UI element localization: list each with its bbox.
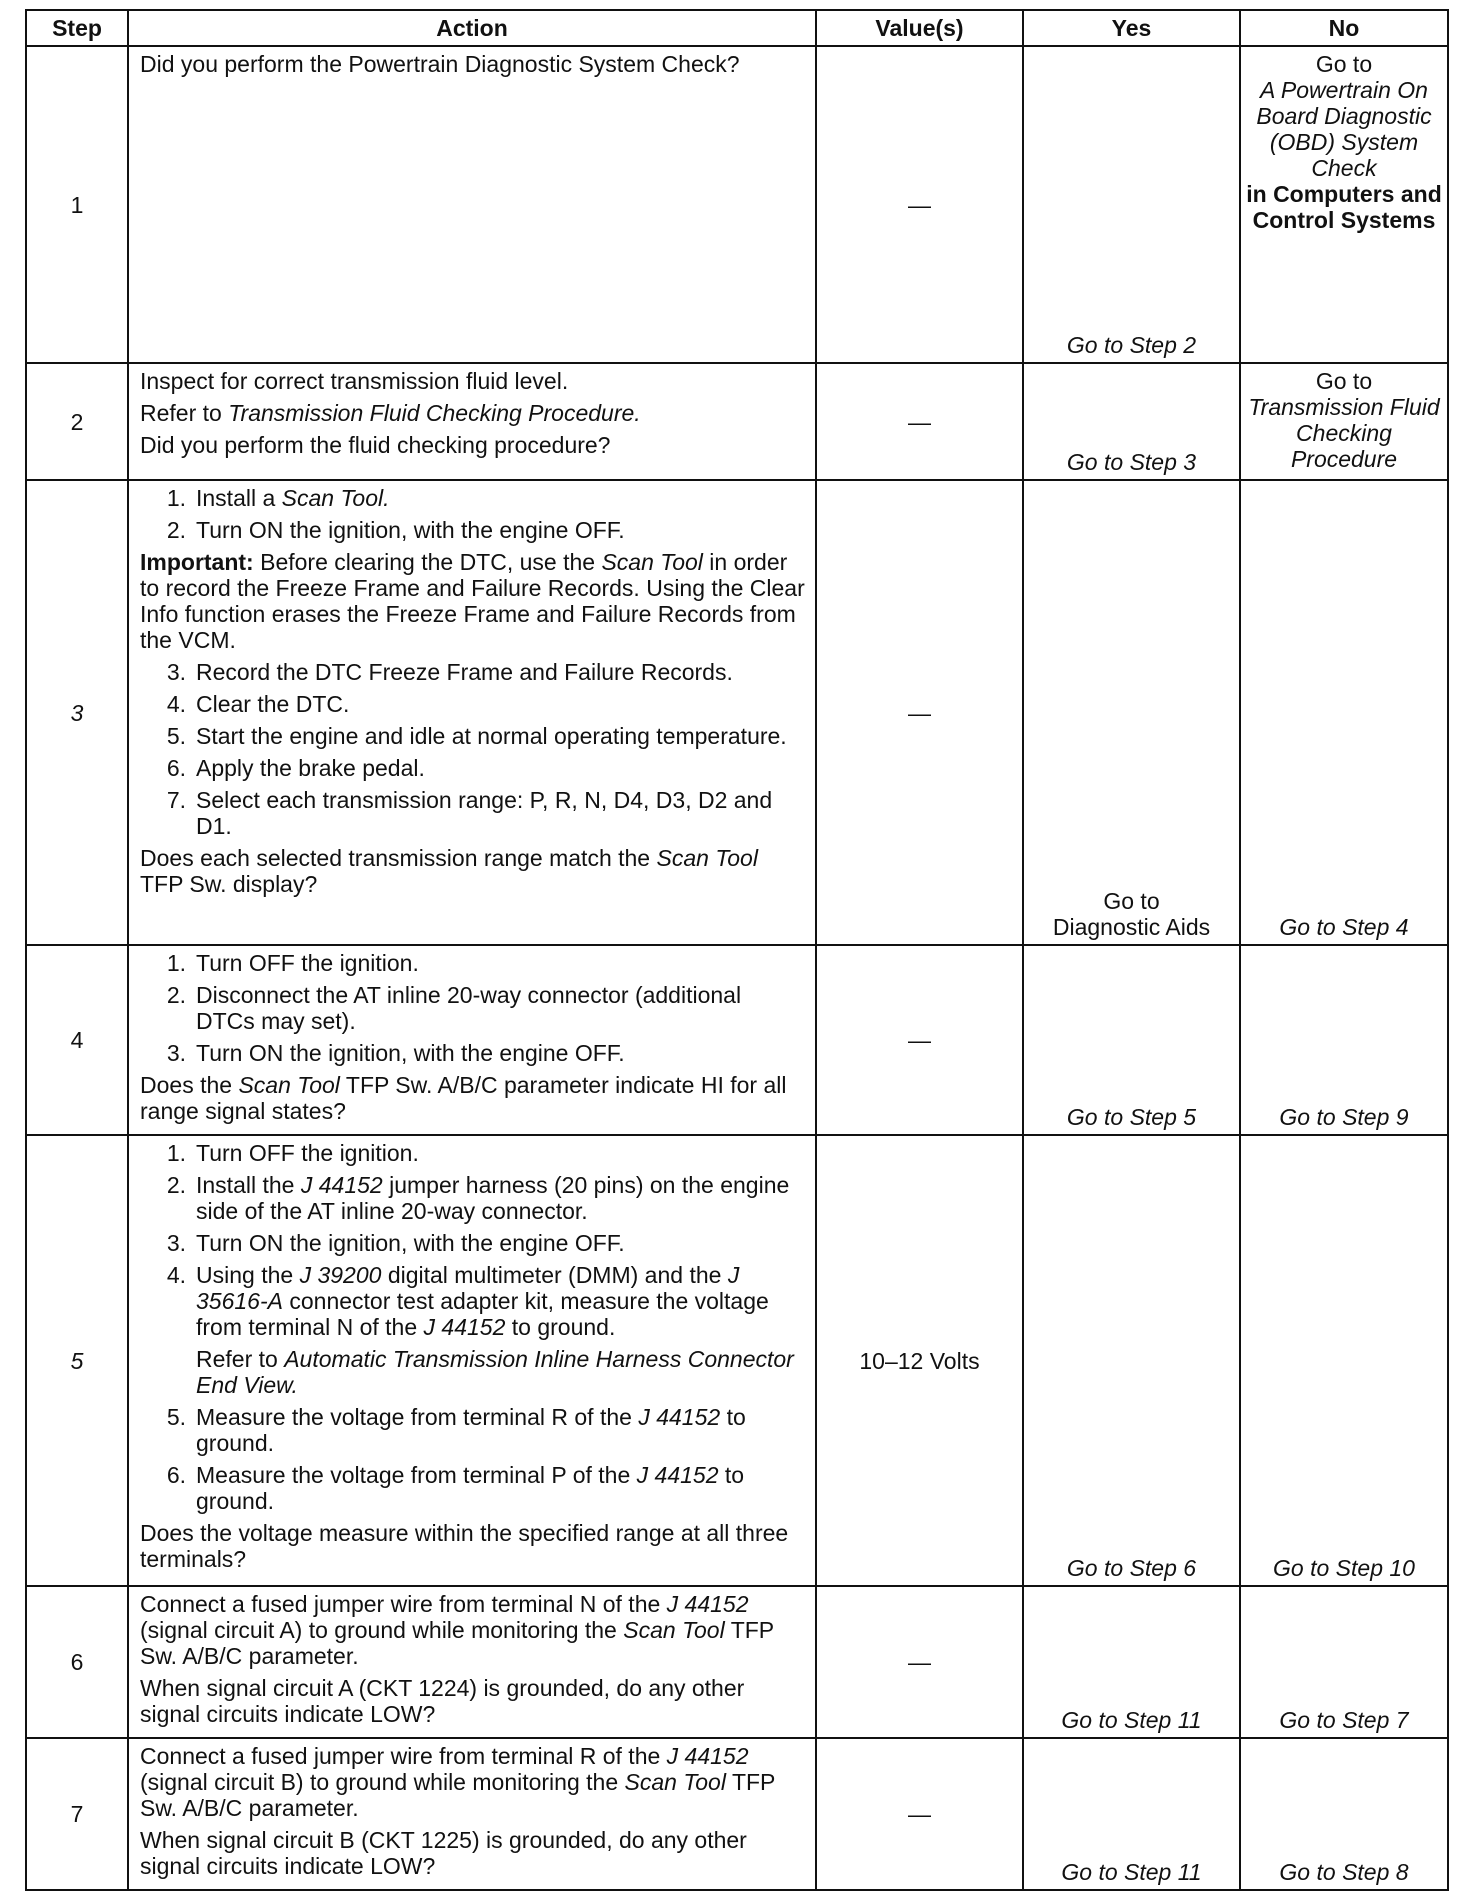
list-item: 2. Install the J 44152 jumper harness (20 pins) on the engine side of the AT inline 20-way connector. (166, 1172, 790, 1224)
list-item: 4. Using the J 39200 digital multimeter (DMM) and the J 35616-A connector test adapter kit, measure the voltage from terminal N of the J 44152 to ground. (166, 1262, 769, 1340)
yes-link[interactable]: Go to Step 3 (1066, 449, 1197, 475)
action-cell (128, 1738, 816, 1890)
yes-cell (1023, 1738, 1240, 1890)
table-row (26, 46, 1448, 363)
list-item: 2. Disconnect the AT inline 20-way connector (additional DTCs may set). (166, 982, 742, 1034)
header-action: Action (128, 10, 816, 46)
list-item: 2. Turn ON the ignition, with the engine OFF. (166, 517, 625, 543)
action-cell (128, 1586, 816, 1738)
no-link[interactable]: Go to Step 4 (1279, 914, 1409, 940)
table-row (26, 1586, 1448, 1738)
value-cell: — (816, 480, 1023, 945)
action-question: Does each selected transmission range match the Scan Tool TFP Sw. display? (140, 845, 758, 897)
step-number: 1 (26, 46, 128, 363)
diagnostic-table (25, 9, 1449, 1891)
no-go-to: Go to (1315, 51, 1373, 77)
action-text: Connect a fused jumper wire from terminal R of the J 44152 (signal circuit B) to ground while monitoring the Scan Tool TFP Sw. A/B/C parameter. (140, 1743, 775, 1821)
no-link[interactable]: Go to Step 10 (1273, 1555, 1415, 1581)
header-yes: Yes (1023, 10, 1240, 46)
table-row (26, 480, 1448, 945)
list-item: 1. Turn OFF the ignition. (166, 1140, 419, 1166)
list-item: Refer to Automatic Transmission Inline Harness Connector End View. (196, 1346, 794, 1398)
action-text-part: Refer to (140, 400, 222, 426)
yes-link[interactable]: Go to Step 6 (1066, 1555, 1197, 1581)
no-cell (1240, 1586, 1448, 1738)
action-cell (128, 1135, 816, 1586)
step-number: 5 (26, 1135, 128, 1586)
value-cell: 10–12 Volts (816, 1135, 1023, 1586)
list-item: 6. Measure the voltage from terminal P of the J 44152 to ground. (166, 1462, 745, 1514)
no-cell (1240, 480, 1448, 945)
list-item: 3. Turn ON the ignition, with the engine OFF. (166, 1230, 625, 1256)
action-cell (128, 480, 816, 945)
value-cell: — (816, 1586, 1023, 1738)
yes-cell (1023, 1586, 1240, 1738)
yes-cell (1023, 480, 1240, 945)
table-row (26, 1135, 1448, 1586)
list-item: 1. Turn OFF the ignition. (166, 950, 419, 976)
action-cell (128, 363, 816, 480)
no-link[interactable]: A Powertrain On Board Diagnostic (OBD) System Check (1256, 77, 1432, 181)
list-item: 5. Measure the voltage from terminal R of the J 44152 to ground. (166, 1404, 746, 1456)
list-item: 3. Turn ON the ignition, with the engine OFF. (166, 1040, 625, 1066)
header-values: Value(s) (816, 10, 1023, 46)
step-number: 4 (26, 945, 128, 1135)
value-cell: — (816, 1738, 1023, 1890)
list-item: 7. Select each transmission range: P, R, N, D4, D3, D2 and D1. (166, 787, 773, 839)
step-number: 3 (26, 480, 128, 945)
action-text: Inspect for correct transmission fluid level. (140, 368, 569, 394)
table-row (26, 1738, 1448, 1890)
yes-cell (1023, 363, 1240, 480)
yes-link[interactable]: Go to Step 2 (1066, 332, 1197, 358)
list-item: 4. Clear the DTC. (166, 691, 350, 717)
yes-link[interactable]: Go to Step 5 (1066, 1104, 1197, 1130)
list-item: 6. Apply the brake pedal. (166, 755, 425, 781)
procedure-reference: Transmission Fluid Checking Procedure. (228, 400, 641, 426)
no-context: in Computers and Control Systems (1246, 181, 1442, 233)
table-header-row (26, 10, 1448, 46)
yes-cell (1023, 1135, 1240, 1586)
no-cell (1240, 1738, 1448, 1890)
table-row (26, 945, 1448, 1135)
step-number: 6 (26, 1586, 128, 1738)
header-step: Step (26, 10, 128, 46)
action-cell (128, 945, 816, 1135)
value-cell: — (816, 46, 1023, 363)
table-row (26, 363, 1448, 480)
no-go-to: Go to (1315, 368, 1373, 394)
no-link[interactable]: Transmission Fluid Checking Procedure (1248, 394, 1440, 472)
action-question: Does the Scan Tool TFP Sw. A/B/C parameter indicate HI for all range signal states? (140, 1072, 787, 1124)
action-cell (128, 46, 816, 363)
no-link[interactable]: Go to Step 8 (1279, 1859, 1409, 1885)
step-number: 2 (26, 363, 128, 480)
list-item: 3. Record the DTC Freeze Frame and Failure Records. (166, 659, 733, 685)
action-question: Did you perform the Powertrain Diagnostic System Check? (140, 51, 740, 77)
yes-link[interactable]: Go to Step 11 (1061, 1707, 1202, 1733)
list-item: 1. Install a Scan Tool. (166, 485, 390, 511)
no-link[interactable]: Go to Step 7 (1279, 1707, 1409, 1733)
no-link[interactable]: Go to Step 9 (1279, 1104, 1409, 1130)
yes-cell (1023, 945, 1240, 1135)
action-text: Connect a fused jumper wire from terminal N of the J 44152 (signal circuit A) to ground while monitoring the Scan Tool TFP Sw. A/B/C parameter. (140, 1591, 774, 1669)
no-cell (1240, 46, 1448, 363)
value-cell: — (816, 363, 1023, 480)
no-cell (1240, 945, 1448, 1135)
header-no: No (1240, 10, 1448, 46)
action-question: When signal circuit B (CKT 1225) is grounded, do any other signal circuits indicate LOW? (140, 1827, 747, 1879)
no-cell (1240, 363, 1448, 480)
action-text (140, 400, 805, 426)
action-question: Does the voltage measure within the specified range at all three terminals? (140, 1520, 789, 1572)
important-note: Important: Before clearing the DTC, use the Scan Tool in order to record the Freeze Frame and Failure Records. Using the Clear Info function erases the Freeze Frame and Failure Records from the VCM. (140, 549, 805, 653)
list-item: 5. Start the engine and idle at normal operating temperature. (166, 723, 787, 749)
yes-cell (1023, 46, 1240, 363)
action-question: Did you perform the fluid checking procedure? (140, 432, 611, 458)
no-cell (1240, 1135, 1448, 1586)
step-number: 7 (26, 1738, 128, 1890)
value-cell: — (816, 945, 1023, 1135)
action-question: When signal circuit A (CKT 1224) is grounded, do any other signal circuits indicate LOW? (140, 1675, 745, 1727)
yes-link[interactable]: Go to Step 11 (1061, 1859, 1202, 1885)
yes-link[interactable]: Go to Diagnostic Aids (1052, 888, 1211, 940)
